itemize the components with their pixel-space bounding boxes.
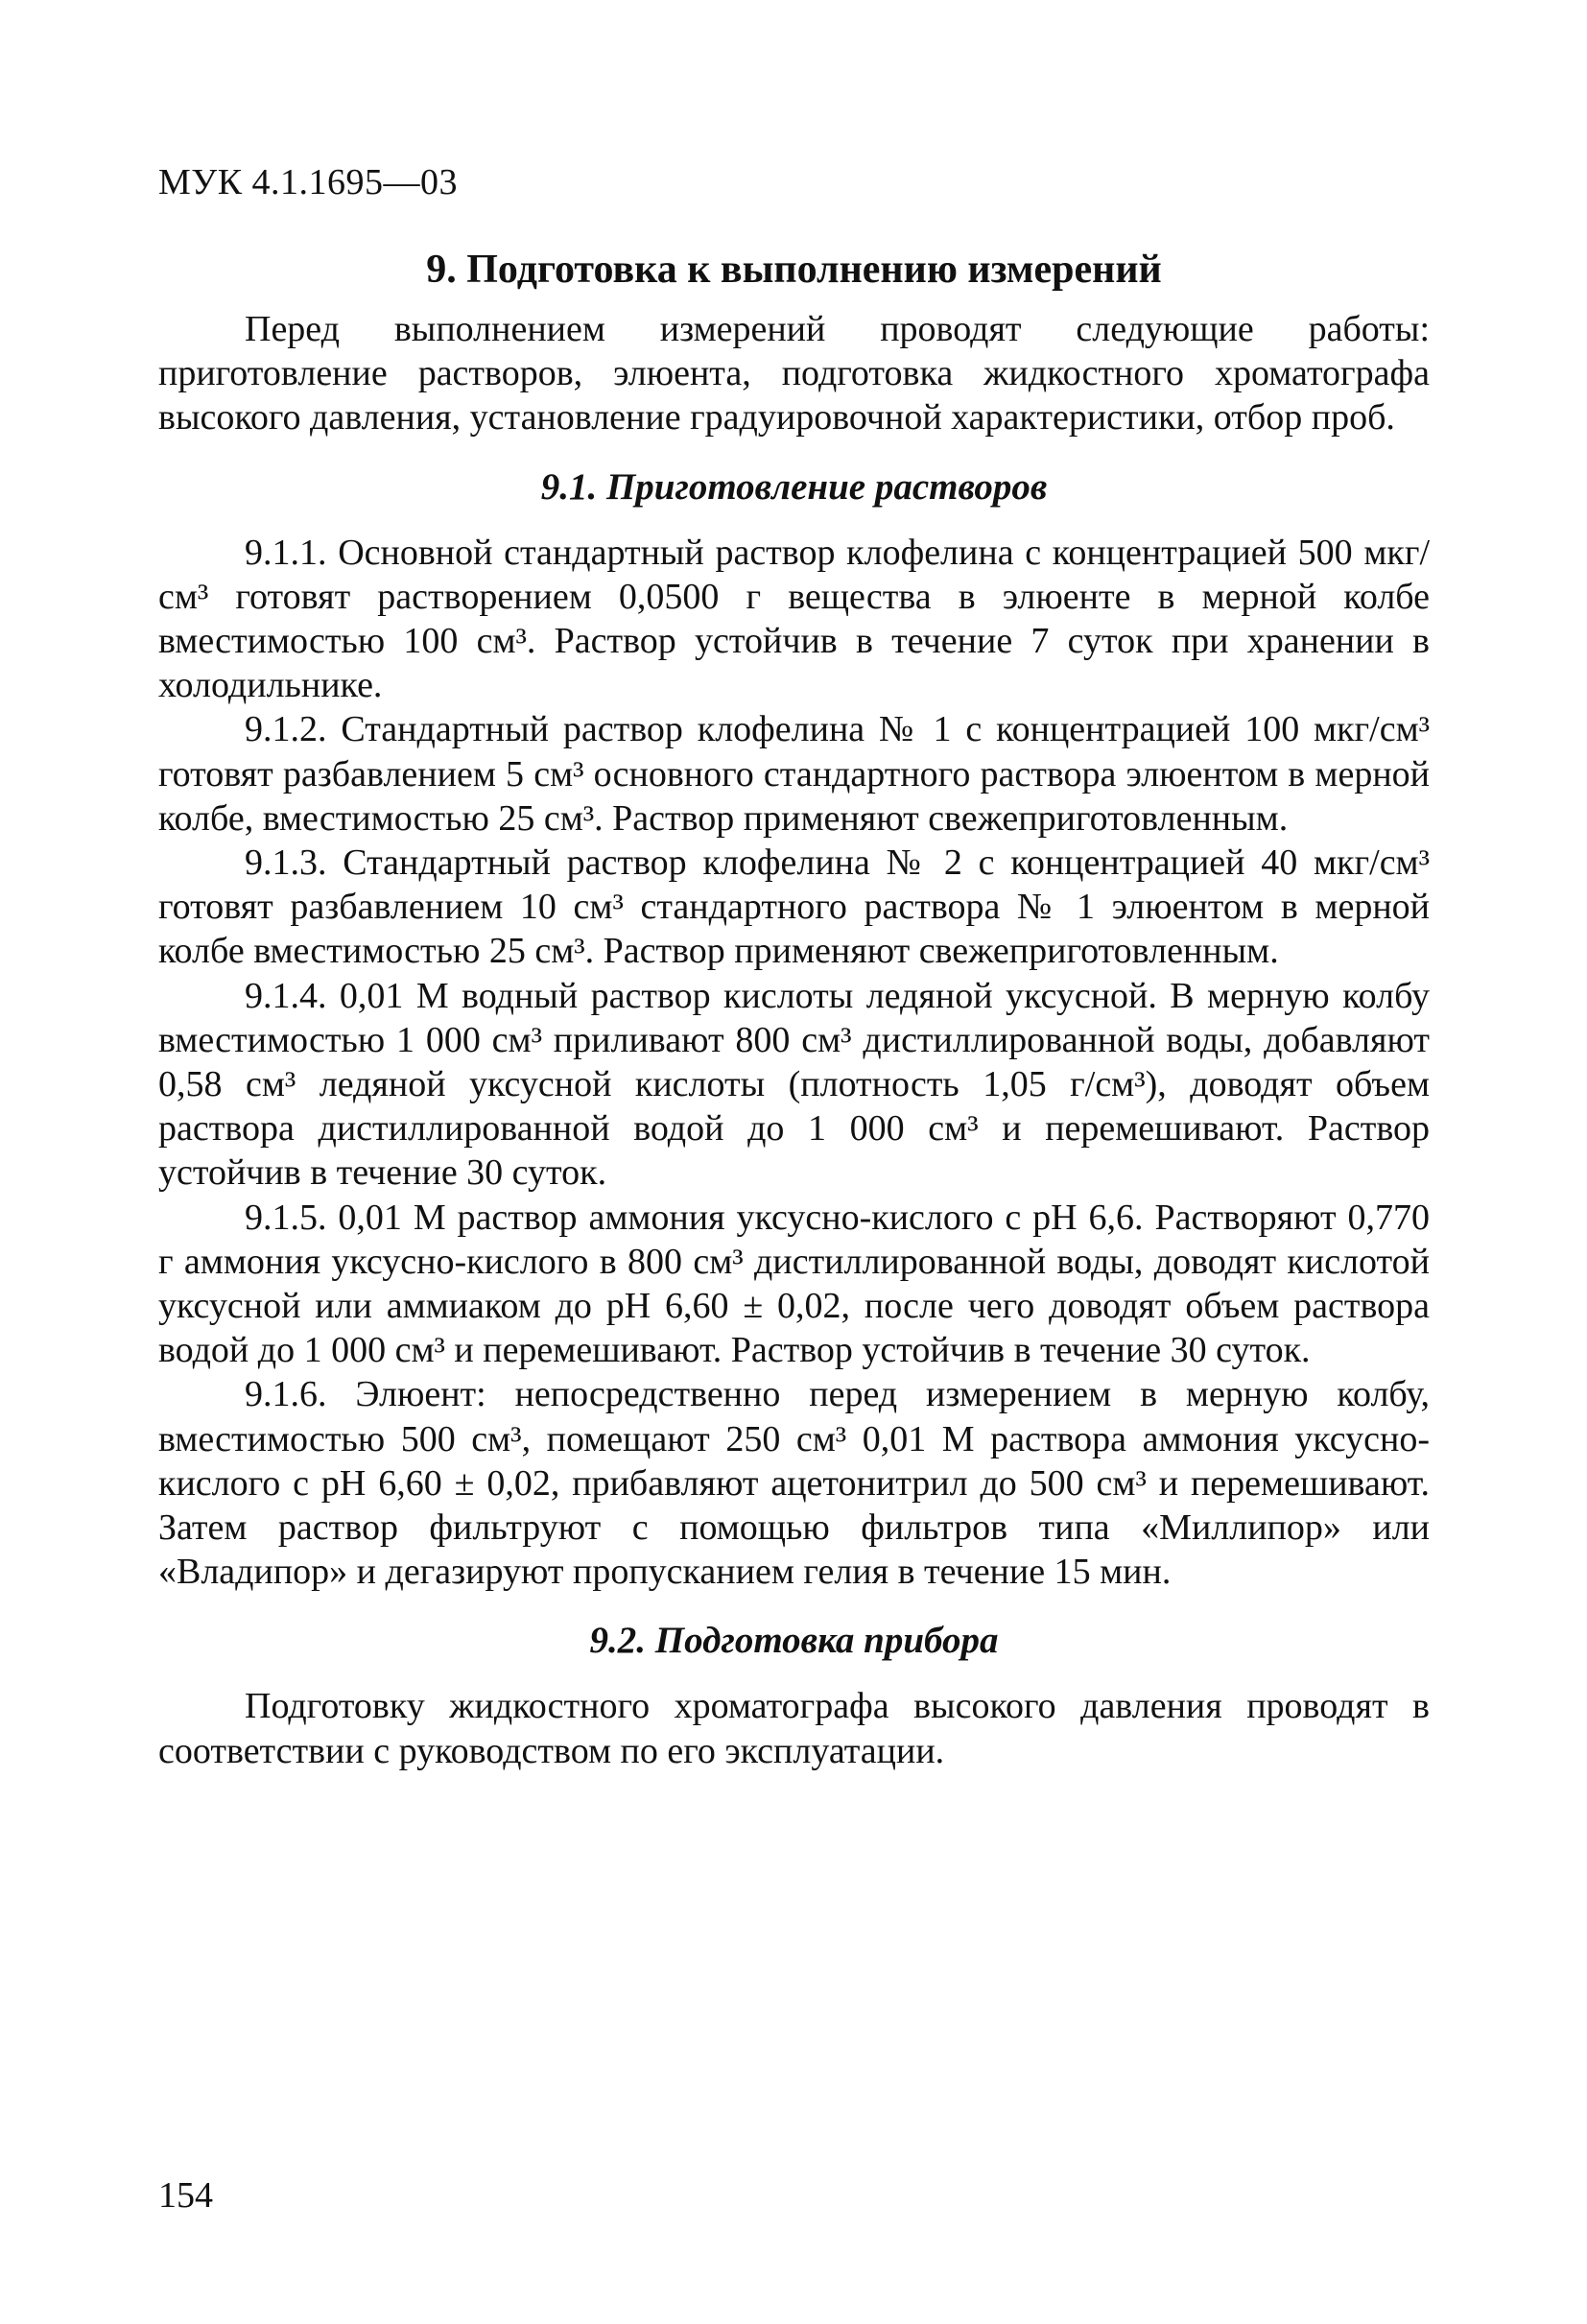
section-intro: Перед выполнением измерений проводят следующие работы: приготовление растворов, элюента, подготовка жидкостного хроматографа высокого давления, установление градуировочной характеристики, отбор проб. — [158, 309, 1430, 439]
paragraph-number: 9.1.2. — [245, 709, 327, 750]
paragraph-number: 9.1.4. — [245, 975, 327, 1016]
paragraph-9-1-4 — [158, 974, 1430, 1196]
paragraph-text: Элюент: непосредственно перед измерением в мерную колбу, вместимостью 500 см³, помещают 250 см³ 0,01 М раствора аммония уксусно-кислого с рН 6,60 ± 0,02, прибавляют ацетонитрил до 500 см³ и перемешивают. Затем раствор фильтруют с помощью фильтров типа «Миллипор» или «Владипор» и дегазируют пропусканием гелия в течение 15 мин. — [158, 1374, 1430, 1593]
section-title: 9. Подготовка к выполнению измерений — [426, 248, 1162, 292]
paragraph-number: 9.1.5. — [245, 1197, 327, 1238]
paragraph-9-1-6 — [158, 1372, 1430, 1594]
paragraph-text: 0,01 М раствор аммония уксусно-кислого с рН 6,6. Растворяют 0,770 г аммония уксусно-кислого в 800 см³ дистиллированной воды, доводят кислотой уксусной или аммиаком до рН 6,60 ± 0,02, после чего доводят объем раствора водой до 1 000 см³ и перемешивают. Раствор устойчив в течение 30 суток. — [158, 1197, 1430, 1371]
paragraph-9-1-3 — [158, 841, 1430, 974]
paragraph-text: 0,01 М водный раствор кислоты ледяной уксусной. В мерную колбу вместимостью 1 000 см³ приливают 800 см³ дистиллированной воды, добавляют 0,58 см³ ледяной уксусной кислоты (плотность 1,05 г/см³), доводят объем раствора дистиллированной водой до 1 000 см³ и перемешивают. Раствор устойчив в течение 30 суток. — [158, 975, 1430, 1194]
paragraph-9-2: Подготовку жидкостного хроматографа высокого давления проводят в соответствии с руководством по его эксплуатации. — [158, 1686, 1430, 1771]
page-number: 154 — [158, 2175, 213, 2216]
paragraph-text: Основной стандартный раствор клофелина с концентрацией 500 мкг/см³ готовят растворением 0,0500 г вещества в элюенте в мерной колбе вместимостью 100 см³. Раствор устойчив в течение 7 суток при хранении в холодильнике. — [158, 532, 1431, 706]
paragraph-9-1-2 — [158, 707, 1430, 841]
subsection-title-solutions: 9.1. Приготовление растворов — [540, 465, 1048, 508]
paragraph-number: 9.1.1. — [245, 532, 327, 573]
paragraph-9-1-1 — [158, 531, 1430, 708]
paragraph-number: 9.1.3. — [245, 842, 327, 884]
page-content — [158, 248, 1430, 1773]
paragraph-9-1-5 — [158, 1196, 1430, 1373]
subsection-title-instrument: 9.2. Подготовка прибора — [589, 1620, 999, 1662]
paragraph-text: Стандартный раствор клофелина № 2 с концентрацией 40 мкг/см³ готовят разбавлением 10 см³ стандартного раствора № 1 элюентом в мерной колбе вместимостью 25 см³. Раствор применяют свежеприготовленным. — [158, 842, 1431, 972]
paragraph-number: 9.1.6. — [245, 1374, 327, 1415]
paragraph-text: Стандартный раствор клофелина № 1 с концентрацией 100 мкг/см³ готовят разбавлением 5 см³ основного стандартного раствора элюентом в мерной колбе, вместимостью 25 см³. Раствор применяют свежеприготовленным. — [158, 709, 1431, 839]
document-code: МУК 4.1.1695—03 — [158, 162, 459, 202]
